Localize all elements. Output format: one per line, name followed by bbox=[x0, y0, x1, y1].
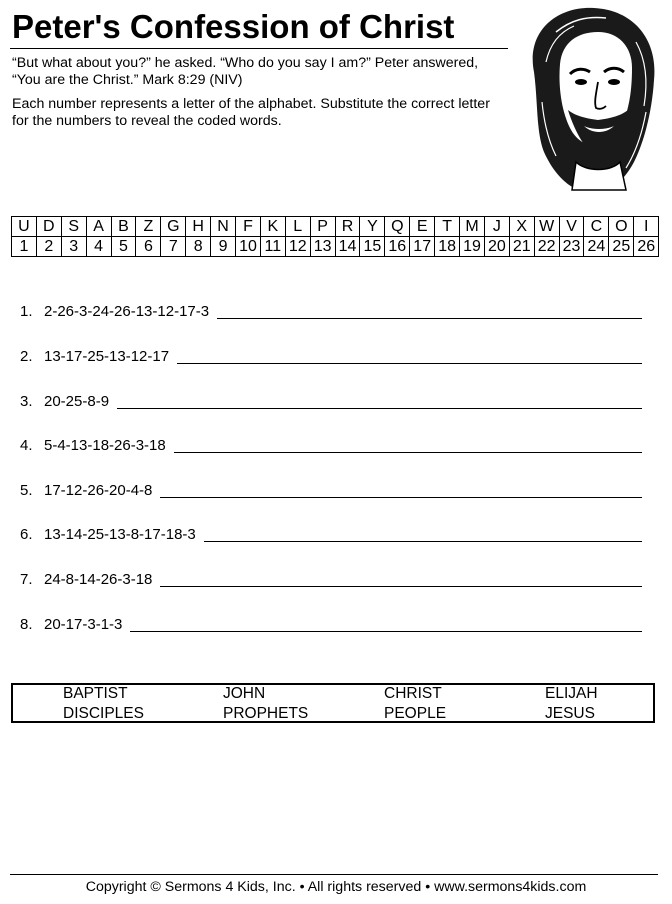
cipher-number-cell: 21 bbox=[509, 237, 534, 257]
word-bank bbox=[11, 683, 655, 723]
answer-line[interactable] bbox=[117, 408, 642, 409]
word-bank-word: PROPHETS bbox=[223, 705, 309, 722]
cipher-letter-cell: Q bbox=[385, 217, 410, 237]
cipher-letter-cell: V bbox=[559, 217, 584, 237]
answer-line[interactable] bbox=[204, 541, 642, 542]
cipher-letter-cell: B bbox=[111, 217, 136, 237]
answer-line[interactable] bbox=[177, 363, 642, 364]
cipher-letter-cell: I bbox=[634, 217, 659, 237]
puzzle-number: 6. bbox=[20, 526, 33, 543]
copyright-footer: Copyright © Sermons 4 Kids, Inc. • All rights reserved • www.sermons4kids.com bbox=[85, 879, 587, 895]
cipher-letter-cell: R bbox=[335, 217, 360, 237]
puzzle-item bbox=[20, 432, 642, 454]
cipher-number-cell: 23 bbox=[559, 237, 584, 257]
cipher-number-cell: 20 bbox=[484, 237, 509, 257]
cipher-letter-cell: E bbox=[410, 217, 435, 237]
cipher-letter-cell: Y bbox=[360, 217, 385, 237]
cipher-number-cell: 9 bbox=[211, 237, 236, 257]
puzzle-item bbox=[20, 388, 642, 410]
cipher-letter-cell: S bbox=[61, 217, 86, 237]
answer-line[interactable] bbox=[217, 318, 642, 319]
cipher-letter-cell: D bbox=[36, 217, 61, 237]
cipher-number-cell: 4 bbox=[86, 237, 111, 257]
cipher-numbers-row bbox=[12, 237, 659, 257]
puzzle-number: 8. bbox=[20, 616, 33, 633]
scripture-verse: “But what about you?” he asked. “Who do you say I am?” Peter answered, “You are the Christ.” Mark 8:29 (NIV) bbox=[12, 55, 479, 88]
puzzle-code: 20-17-3-1-3 bbox=[44, 616, 123, 633]
puzzle-item bbox=[20, 521, 642, 543]
cipher-letter-cell: P bbox=[310, 217, 335, 237]
puzzle-number: 2. bbox=[20, 348, 33, 365]
puzzle-number: 4. bbox=[20, 437, 33, 454]
cipher-letter-cell: J bbox=[484, 217, 509, 237]
cipher-letter-cell: A bbox=[86, 217, 111, 237]
word-bank-word: BAPTIST bbox=[63, 685, 128, 702]
cipher-number-cell: 17 bbox=[410, 237, 435, 257]
cipher-letter-cell: G bbox=[161, 217, 186, 237]
cipher-letter-cell: K bbox=[260, 217, 285, 237]
cipher-letter-cell: H bbox=[186, 217, 211, 237]
cipher-number-cell: 13 bbox=[310, 237, 335, 257]
instructions-text: Each number represents a letter of the alphabet. Substitute the correct letter for the numbers to reveal the coded words. bbox=[12, 96, 490, 129]
cipher-letters-row bbox=[12, 217, 659, 237]
cipher-letter-cell: N bbox=[211, 217, 236, 237]
word-bank-word: DISCIPLES bbox=[63, 705, 144, 722]
puzzle-code: 20-25-8-9 bbox=[44, 393, 110, 410]
puzzle-item bbox=[20, 611, 642, 633]
cipher-number-cell: 10 bbox=[236, 237, 261, 257]
footer-divider bbox=[10, 874, 658, 875]
word-bank-word: JOHN bbox=[223, 685, 266, 702]
word-bank-word: ELIJAH bbox=[545, 685, 598, 702]
cipher-number-cell: 6 bbox=[136, 237, 161, 257]
cipher-number-cell: 12 bbox=[285, 237, 310, 257]
cipher-letter-cell: O bbox=[609, 217, 634, 237]
puzzle-code: 5-4-13-18-26-3-18 bbox=[44, 437, 166, 454]
puzzle-item bbox=[20, 298, 642, 320]
cipher-letter-cell: U bbox=[12, 217, 37, 237]
cipher-number-cell: 25 bbox=[609, 237, 634, 257]
word-bank-word: PEOPLE bbox=[384, 705, 447, 722]
puzzle-code: 13-14-25-13-8-17-18-3 bbox=[44, 526, 196, 543]
cipher-letter-cell: X bbox=[509, 217, 534, 237]
cipher-number-cell: 3 bbox=[61, 237, 86, 257]
puzzle-code: 17-12-26-20-4-8 bbox=[44, 482, 153, 499]
cipher-letter-cell: C bbox=[584, 217, 609, 237]
cipher-number-cell: 14 bbox=[335, 237, 360, 257]
cipher-letter-cell: M bbox=[460, 217, 485, 237]
cipher-number-cell: 15 bbox=[360, 237, 385, 257]
cipher-number-cell: 1 bbox=[12, 237, 37, 257]
cipher-number-cell: 5 bbox=[111, 237, 136, 257]
jesus-portrait-illustration bbox=[516, 2, 666, 192]
puzzle-item bbox=[20, 566, 642, 588]
puzzle-number: 3. bbox=[20, 393, 33, 410]
cipher-letter-cell: L bbox=[285, 217, 310, 237]
cipher-letter-cell: Z bbox=[136, 217, 161, 237]
answer-line[interactable] bbox=[174, 452, 642, 453]
answer-line[interactable] bbox=[160, 586, 642, 587]
title-divider bbox=[10, 48, 508, 49]
word-bank-word: JESUS bbox=[545, 705, 595, 722]
cipher-letter-cell: T bbox=[435, 217, 460, 237]
puzzle-number: 1. bbox=[20, 303, 33, 320]
cipher-number-cell: 18 bbox=[435, 237, 460, 257]
puzzle-item bbox=[20, 477, 642, 499]
puzzle-item bbox=[20, 343, 642, 365]
answer-line[interactable] bbox=[130, 631, 642, 632]
puzzle-number: 7. bbox=[20, 571, 33, 588]
cipher-number-cell: 2 bbox=[36, 237, 61, 257]
word-bank-word: CHRIST bbox=[384, 685, 442, 702]
cipher-letter-cell: W bbox=[534, 217, 559, 237]
cipher-number-cell: 24 bbox=[584, 237, 609, 257]
cipher-number-cell: 8 bbox=[186, 237, 211, 257]
answer-line[interactable] bbox=[160, 497, 642, 498]
cipher-number-cell: 19 bbox=[460, 237, 485, 257]
cipher-number-cell: 16 bbox=[385, 237, 410, 257]
cipher-number-cell: 22 bbox=[534, 237, 559, 257]
cipher-number-cell: 7 bbox=[161, 237, 186, 257]
cipher-key-table bbox=[11, 216, 659, 257]
cipher-number-cell: 26 bbox=[634, 237, 659, 257]
page-title: Peter's Confession of Christ bbox=[12, 8, 455, 45]
puzzle-code: 13-17-25-13-12-17 bbox=[44, 348, 170, 365]
cipher-letter-cell: F bbox=[236, 217, 261, 237]
cipher-number-cell: 11 bbox=[260, 237, 285, 257]
puzzle-code: 24-8-14-26-3-18 bbox=[44, 571, 153, 588]
puzzle-code: 2-26-3-24-26-13-12-17-3 bbox=[44, 303, 210, 320]
puzzle-number: 5. bbox=[20, 482, 33, 499]
